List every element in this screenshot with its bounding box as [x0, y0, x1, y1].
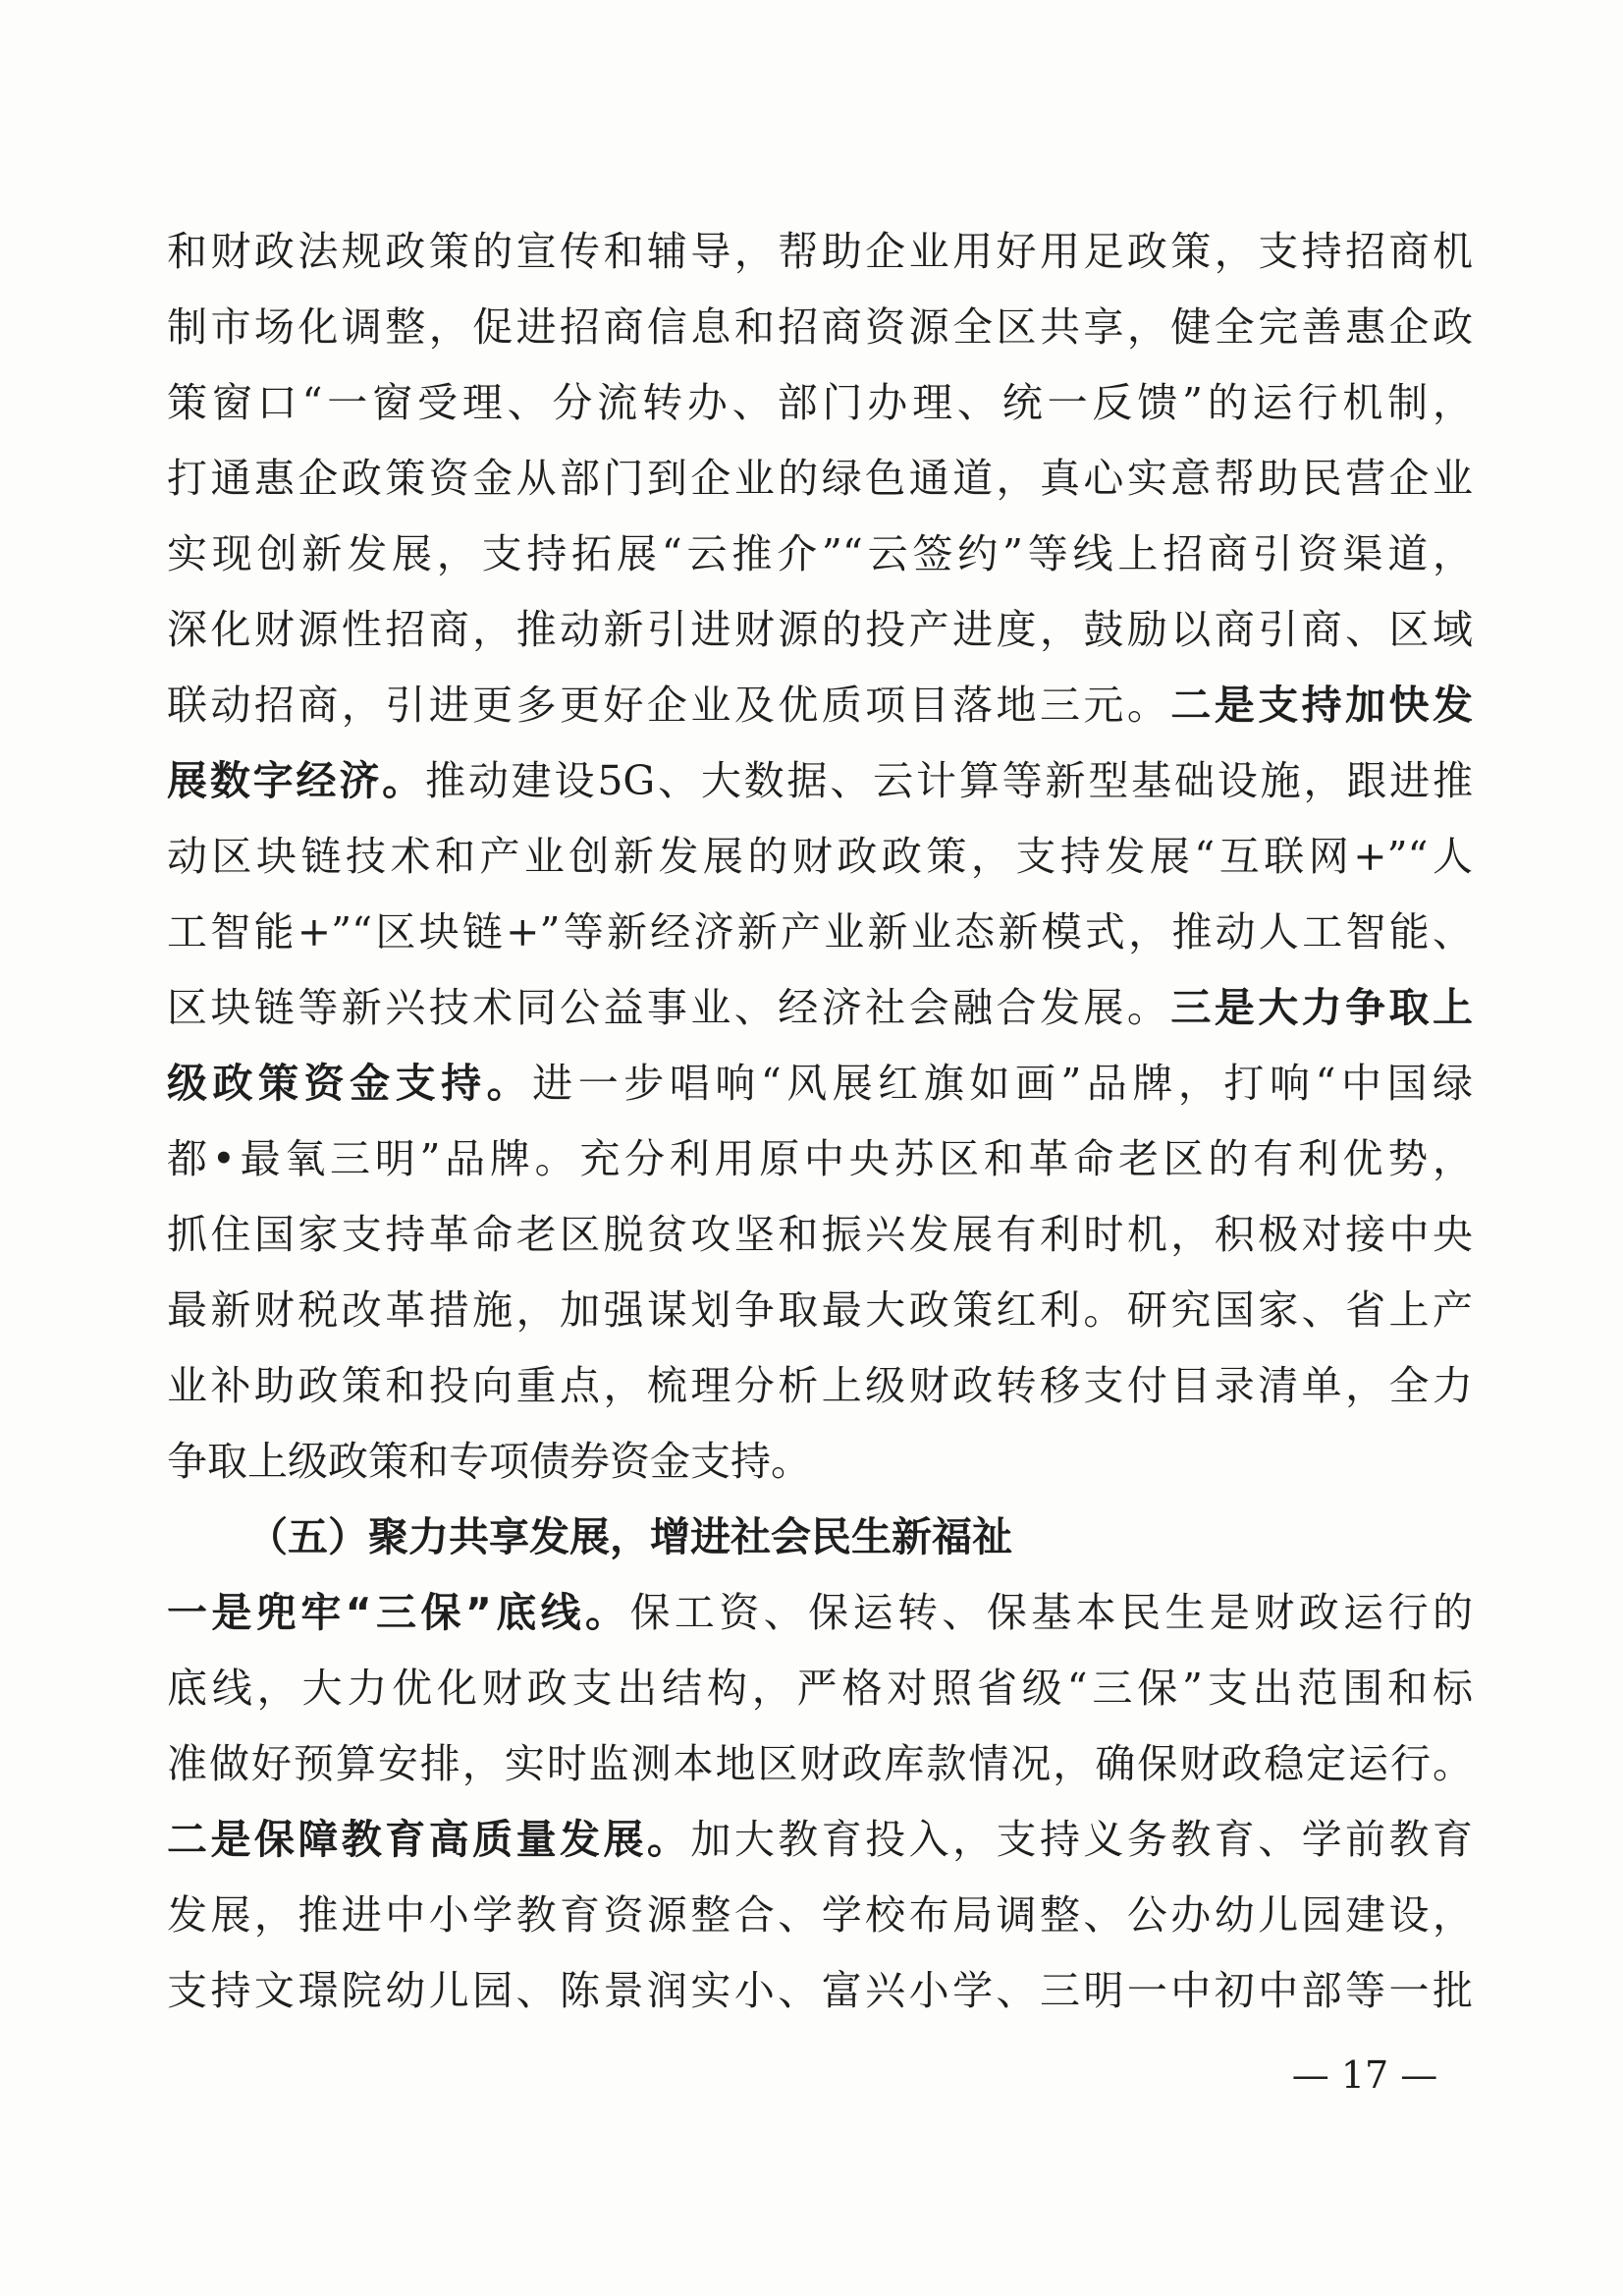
text-line	[167, 1651, 1473, 1726]
text-segment: 底线，大力优化财政支出结构，严格对照省级“三保”支出范围和标	[167, 1665, 1473, 1712]
text-line	[167, 1424, 1473, 1500]
text-segment: 工智能+”“区块链+”等新经济新产业新业态新模式，推动人工智能、	[167, 908, 1473, 956]
text-line	[167, 592, 1473, 668]
text-segment: 都•最氧三明”品牌。充分利用原中央苏区和革命老区的有利优势，	[167, 1135, 1473, 1182]
bold-lead-phrase: 一是兜牢“三保”底线。	[167, 1589, 630, 1636]
bold-lead-phrase: 展数字经济。	[167, 757, 425, 804]
text-line	[167, 1878, 1473, 1953]
text-segment: 动区块链技术和产业创新发展的财政政策，支持发展“互联网+”“人	[167, 833, 1473, 880]
text-segment: 发展，推进中小学教育资源整合、学校布局调整、公办幼儿园建设，	[167, 1891, 1473, 1939]
text-line	[167, 743, 1473, 819]
text-line	[167, 1348, 1473, 1424]
text-line	[167, 290, 1473, 365]
text-segment: 打通惠企政策资金从部门到企业的绿色通道，真心实意帮助民营企业	[167, 455, 1473, 502]
text-line	[167, 1802, 1473, 1878]
text-line	[167, 1575, 1473, 1651]
text-line	[167, 895, 1473, 970]
text-line	[167, 441, 1473, 517]
bold-lead-phrase: 二是支持加快发	[1170, 682, 1474, 729]
text-line	[167, 1046, 1473, 1121]
page-number: — 17 —	[1291, 2053, 1438, 2097]
text-line	[167, 970, 1473, 1046]
text-segment: 加大教育投入，支持义务教育、学前教育	[690, 1816, 1474, 1863]
bold-lead-phrase: 二是保障教育高质量发展。	[167, 1816, 691, 1863]
body-text	[167, 214, 1473, 2029]
section-heading: （五）聚力共享发展，增进社会民生新福祉	[247, 1513, 1012, 1560]
text-line	[167, 1273, 1473, 1348]
text-line	[167, 668, 1473, 743]
text-segment: 实现创新发展，支持拓展“云推介”“云签约”等线上招商引资渠道，	[167, 530, 1473, 577]
text-segment: 支持文璟院幼儿园、陈景润实小、富兴小学、三明一中初中部等一批	[167, 1967, 1473, 2014]
text-segment: 区块链等新兴技术同公益事业、经济社会融合发展。	[167, 984, 1171, 1031]
text-line	[167, 819, 1473, 895]
text-segment: 最新财税改革措施，加强谋划争取最大政策红利。研究国家、省上产	[167, 1286, 1473, 1334]
text-segment: 进一步唱响“风展红旗如画”品牌，打响“中国绿	[532, 1060, 1473, 1107]
text-segment: 准做好预算安排，实时监测本地区财政库款情况，确保财政稳定运行。	[167, 1740, 1473, 1787]
text-segment: 制市场化调整，促进招商信息和招商资源全区共享，健全完善惠企政	[167, 303, 1473, 351]
text-line	[167, 1726, 1473, 1802]
bold-lead-phrase: 三是大力争取上	[1170, 984, 1474, 1031]
text-segment: 联动招商，引进更多更好企业及优质项目落地三元。	[167, 682, 1171, 729]
text-line	[167, 1197, 1473, 1273]
text-line	[167, 1953, 1473, 2029]
text-segment: 和财政法规政策的宣传和辅导，帮助企业用好用足政策，支持招商机	[167, 228, 1473, 275]
text-segment: 深化财源性招商，推动新引进财源的投产进度，鼓励以商引商、区域	[167, 606, 1473, 653]
text-line	[167, 365, 1473, 441]
text-line	[167, 214, 1473, 290]
text-line	[167, 1121, 1473, 1197]
text-segment: 推动建设5G、大数据、云计算等新型基础设施，跟进推	[425, 757, 1473, 804]
bold-lead-phrase: 级政策资金支持。	[167, 1060, 533, 1107]
text-segment: 业补助政策和投向重点，梳理分析上级财政转移支付目录清单，全力	[167, 1362, 1473, 1409]
text-segment: 争取上级政策和专项债券资金支持。	[167, 1438, 811, 1485]
text-line	[167, 517, 1473, 592]
text-segment: 策窗口“一窗受理、分流转办、部门办理、统一反馈”的运行机制，	[167, 379, 1473, 426]
text-segment: 抓住国家支持革命老区脱贫攻坚和振兴发展有利时机，积极对接中央	[167, 1211, 1473, 1258]
text-segment: 保工资、保运转、保基本民生是财政运行的	[629, 1589, 1473, 1636]
